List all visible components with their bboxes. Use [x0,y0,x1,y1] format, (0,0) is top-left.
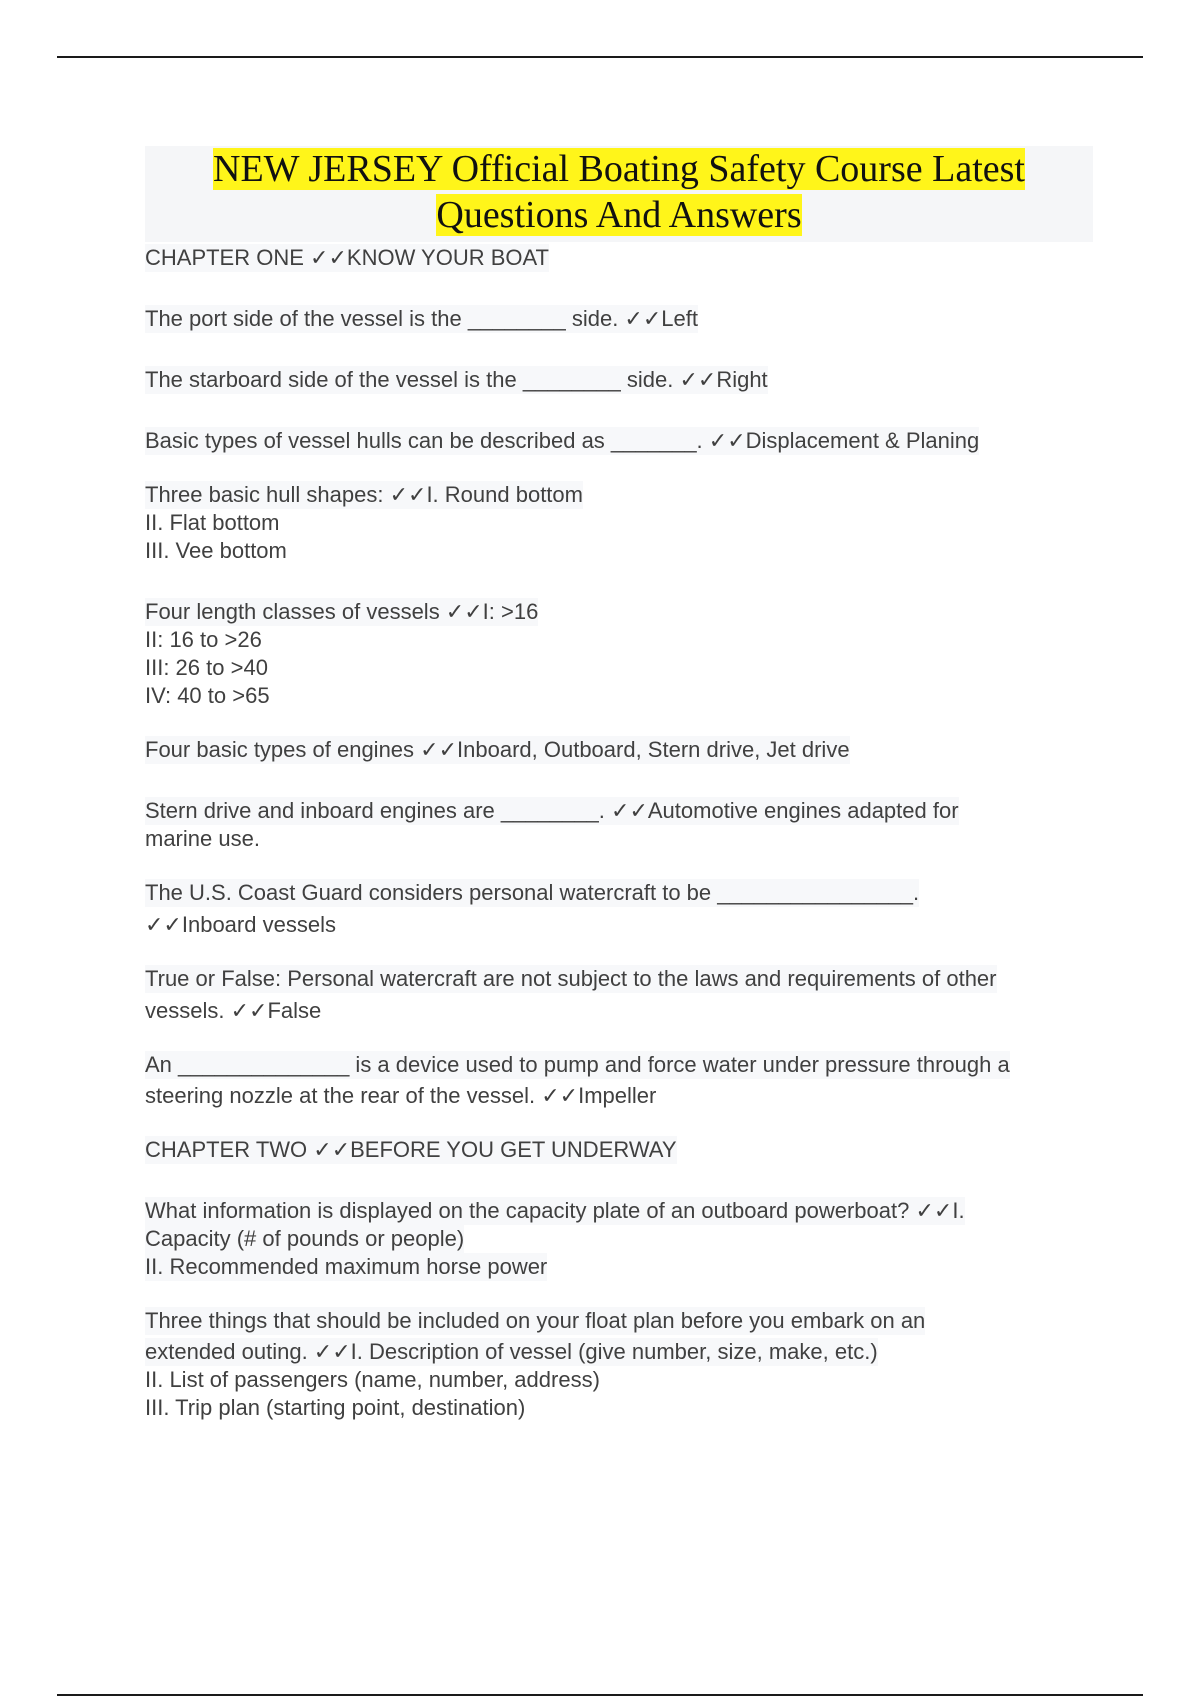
question-text: Basic types of vessel hulls can be described as _______. ✓✓Displacement & Planing [145,428,980,453]
answer-line: marine use. [145,826,260,851]
question-text: Stern drive and inboard engines are ________. ✓✓Automotive engines adapted for [145,798,959,823]
answer-line: III. Vee bottom [145,538,287,563]
answer-line: extended outing. ✓✓I. Description of vessel (give number, size, make, etc.) [145,1339,878,1364]
answer-line: IV: 40 to >65 [145,683,270,708]
question-text: The port side of the vessel is the ________ side. ✓✓Left [145,306,698,331]
question-text: The U.S. Coast Guard considers personal watercraft to be ________________. [145,880,920,905]
question-text: The starboard side of the vessel is the ________ side. ✓✓Right [145,367,768,392]
top-rule [57,56,1143,58]
question-length-classes [145,598,1095,710]
question-hull-types [145,427,1095,455]
question-text: An ______________ is a device used to pump and force water under pressure through a [145,1052,1010,1077]
title-line-2: Questions And Answers [436,194,802,236]
question-capacity-plate [145,1197,1095,1281]
question-engine-types [145,736,1095,764]
answer-line: II: 16 to >26 [145,627,262,652]
question-text: Three basic hull shapes: ✓✓I. Round bottom [145,482,583,507]
title-line-1: NEW JERSEY Official Boating Safety Course Latest [213,148,1025,190]
document-title [145,146,1093,242]
chapter-heading: CHAPTER TWO ✓✓BEFORE YOU GET UNDERWAY [145,1137,677,1162]
answer-line: II. Flat bottom [145,510,280,535]
answer-line: vessels. ✓✓False [145,998,322,1023]
question-impeller [145,1051,1095,1110]
document-body [145,146,1095,1422]
question-stern-drive [145,797,1095,853]
chapter-heading: CHAPTER ONE ✓✓KNOW YOUR BOAT [145,245,549,270]
question-float-plan [145,1307,1095,1422]
answer-line: III: 26 to >40 [145,655,268,680]
question-text: Three things that should be included on your float plan before you embark on an [145,1308,926,1333]
chapter-one-heading [145,244,1095,272]
answer-line: Capacity (# of pounds or people) [145,1226,465,1251]
answer-line: II. Recommended maximum horse power [145,1254,548,1279]
question-hull-shapes [145,481,1095,565]
question-text: Four length classes of vessels ✓✓I: >16 [145,599,539,624]
question-text: Four basic types of engines ✓✓Inboard, Outboard, Stern drive, Jet drive [145,737,850,762]
answer-line: ✓✓Inboard vessels [145,912,336,937]
answer-line: II. List of passengers (name, number, address) [145,1367,600,1392]
question-port-side [145,305,1095,333]
question-text: True or False: Personal watercraft are not subject to the laws and requirements of other [145,966,997,991]
question-starboard-side [145,366,1095,394]
question-personal-watercraft [145,879,1095,939]
answer-line: III. Trip plan (starting point, destination) [145,1395,526,1420]
chapter-two-heading [145,1136,1095,1164]
question-text: What information is displayed on the capacity plate of an outboard powerboat? ✓✓I. [145,1198,965,1223]
question-true-false [145,965,1095,1025]
answer-line: steering nozzle at the rear of the vessel. ✓✓Impeller [145,1083,657,1108]
bottom-rule [57,1694,1143,1696]
